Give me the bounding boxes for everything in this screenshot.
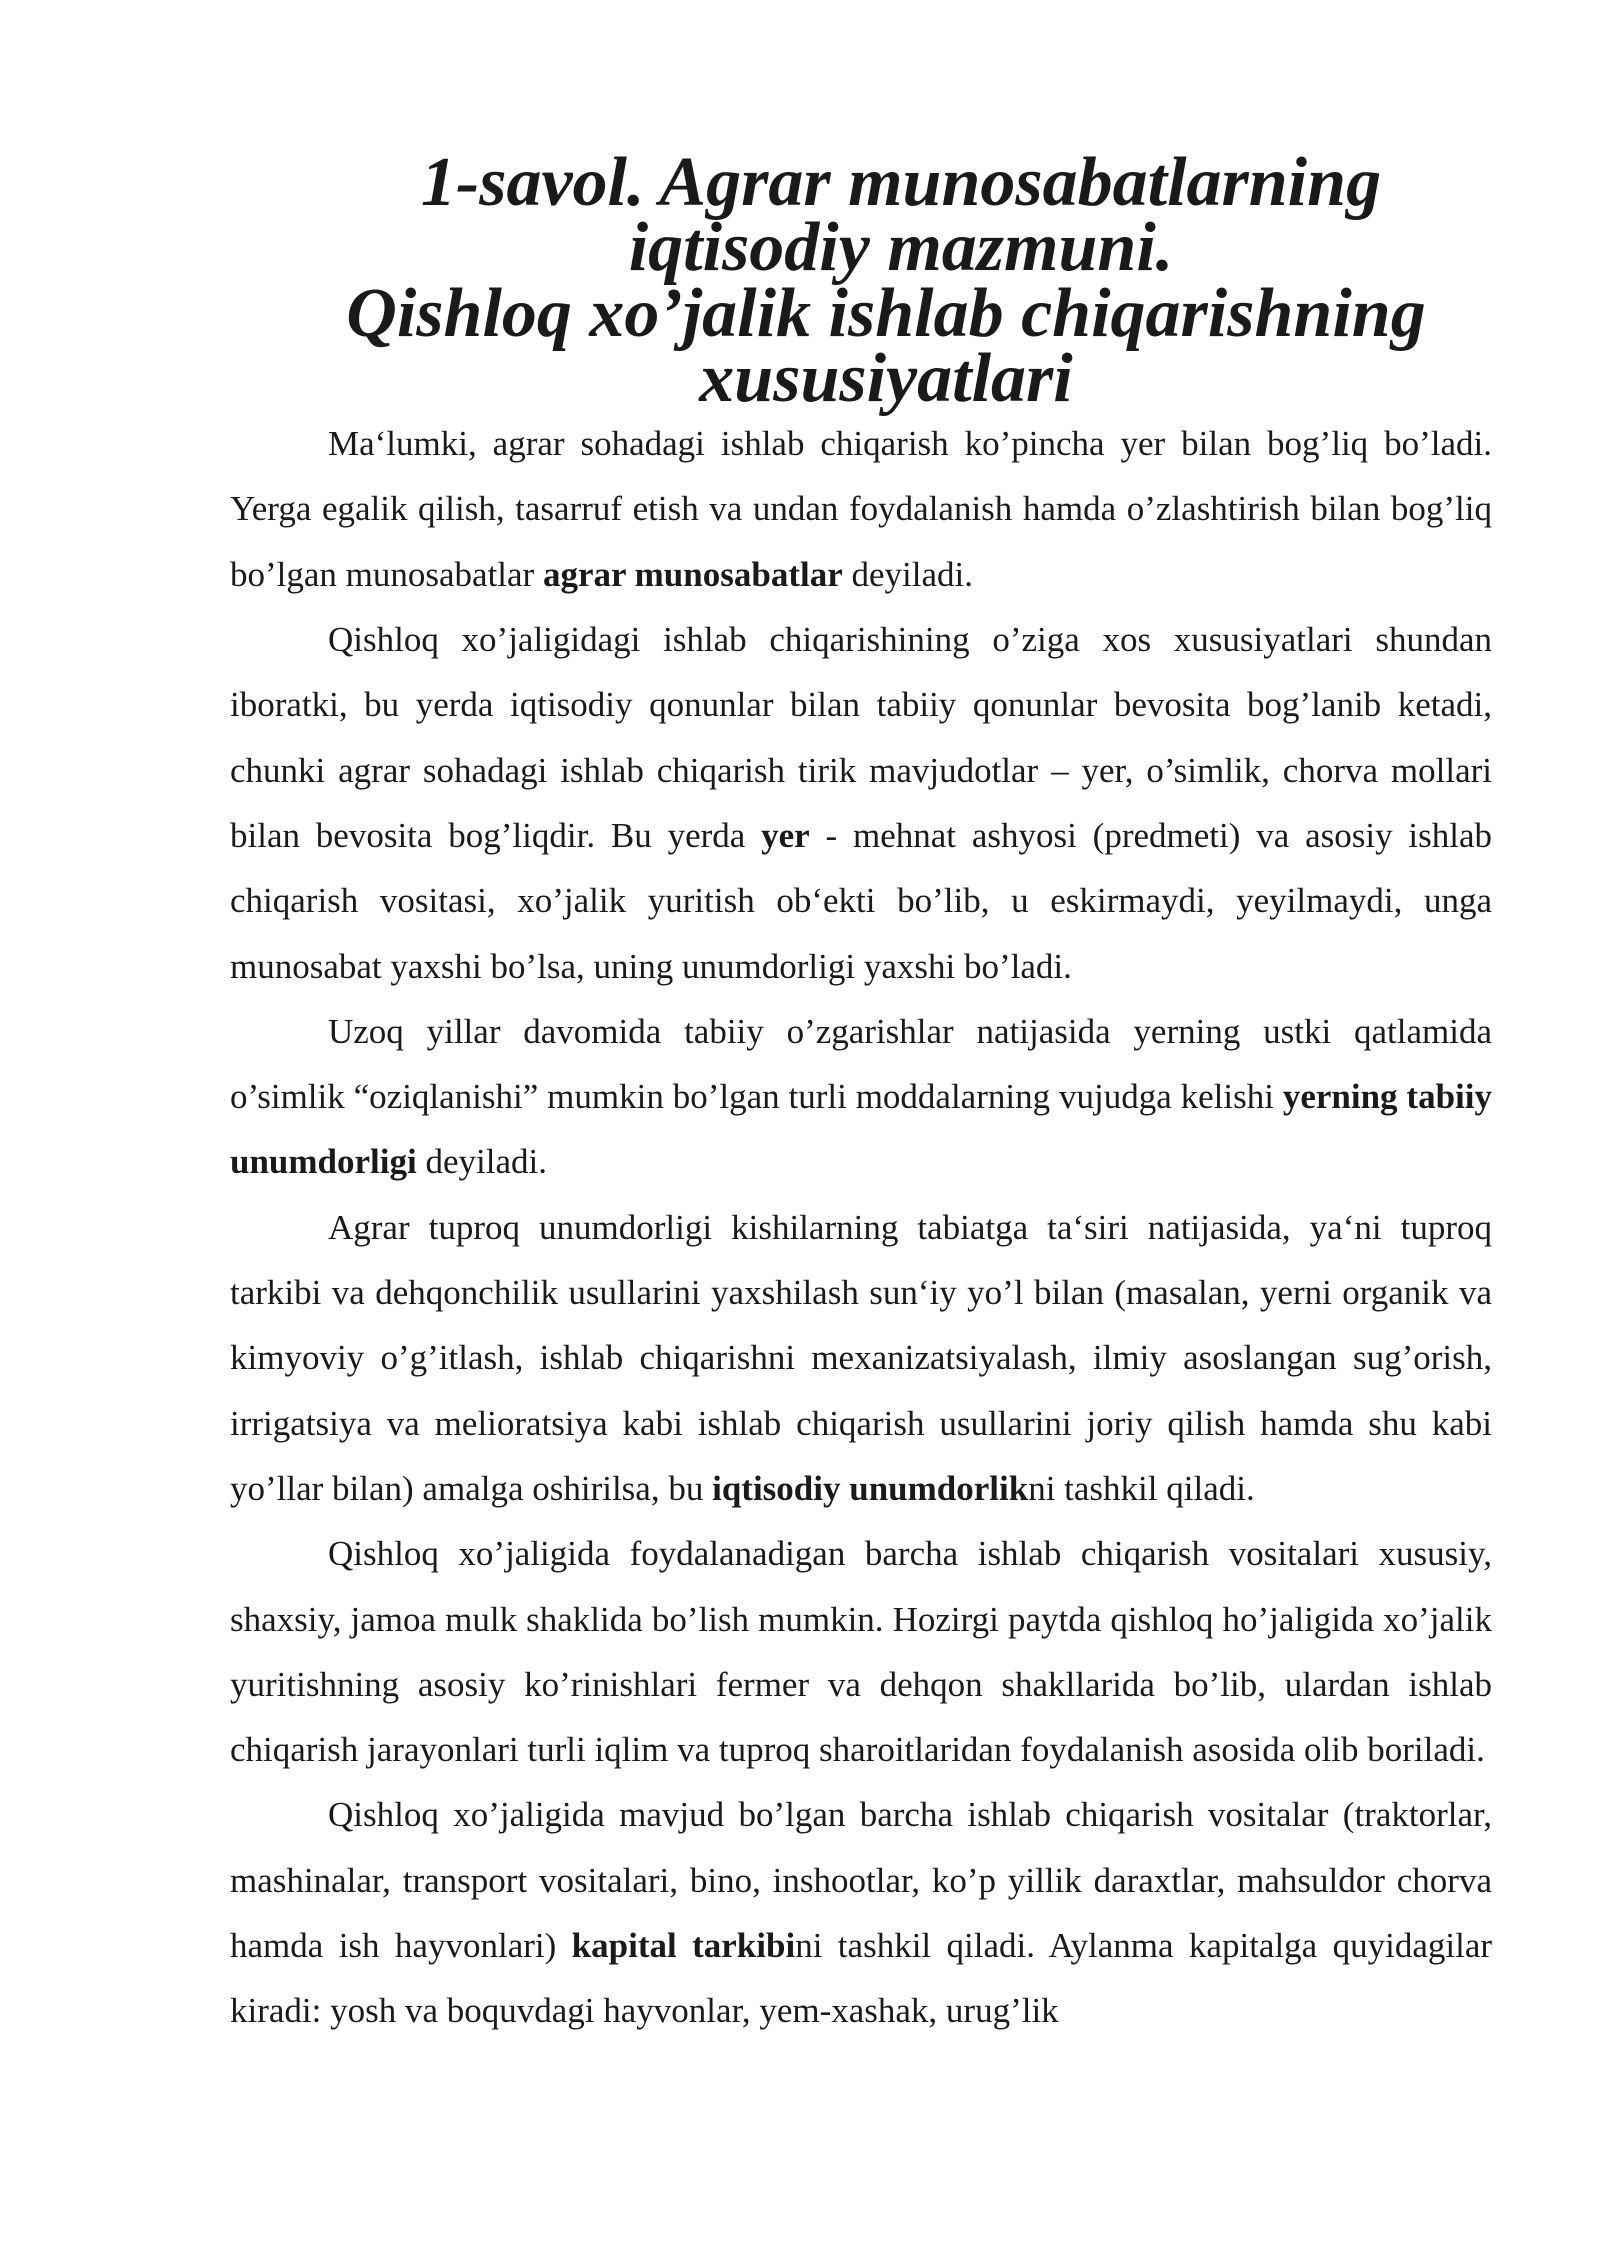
paragraph-text: ni tashkil qiladi. Aylanma kapitalga quyidagilar kiradi: yosh va boquvdagi hayvonlar, yem-xashak, urug’lik <box>230 1926 1493 2031</box>
paragraph-text: ni tashkil qiladi. <box>1028 1468 1255 1508</box>
heading-title: 1-savol. Agrar munosabatlarning iqtisodiy mazmuni. <box>420 144 1382 287</box>
paragraph-text: Qishloq xo’jaligida mavjud bo’lgan barcha ishlab chiqarish vositalar (traktorlar, mashinalar, transport vositalari, bino, inshootlar, ko’p yillik daraxtlar, mahsuldor chorva hamda ish hayvonlari) <box>230 1795 1492 1966</box>
bold-term: kapital tarkibi <box>571 1926 796 1966</box>
paragraph-text: deyiladi. <box>842 554 973 594</box>
paragraph-text: deyiladi. <box>416 1142 547 1182</box>
document-page <box>230 144 1493 2044</box>
paragraph-tabiiy-unumdorlik <box>230 999 1492 1195</box>
bold-term: yer <box>761 815 810 855</box>
document-heading <box>230 144 1492 417</box>
paragraph-text: Qishloq xo’jaligidagi ishlab chiqarishining o’ziga xos xususiyatlari shundan iboratki, bu yerda iqtisodiy qonunlar bilan tabiiy qonunlar bevosita bog’lanib ketadi, chunki agrar sohadagi ishlab chiqarish tirik mavjudotlar – yer, o’simlik, chorva mollari bilan bevosita bog’liqdir. Bu yerda <box>230 620 1492 855</box>
heading-subtitle: Qishloq xo’jalik ishlab chiqarishning xususiyatlari <box>346 274 1426 417</box>
paragraph-text: Ma‘lumki, agrar sohadagi ishlab chiqarish ko’pincha yer bilan bog’liq bo’ladi. Yerga egalik qilish, tasarruf etish va undan foydalanish hamda o’zlashtirish bilan bog’liq bo’lgan munosabatlar <box>230 424 1492 594</box>
bold-term: iqtisodiy unumdorlik <box>712 1468 1029 1508</box>
paragraph-text: Agrar tuproq unumdorligi kishilarning tabiatga ta‘siri natijasida, ya‘ni tuproq tarkibi va dehqonchilik usullarini yaxshilash sun‘iy yo’l bilan (masalan, yerni organik va kimyoviy o’g’itlash, ishlab chiqarishni mexanizatsiyalash, ilmiy asoslangan sug’orish, irrigatsiya va melioratsiya kabi ishlab chiqarish usullarini joriy qilish hamda shu kabi yo’llar bilan) amalga oshirilsa, bu <box>230 1207 1492 1508</box>
bold-term: agrar munosabatlar <box>542 554 843 594</box>
paragraph-text: - mehnat ashyosi (predmeti) va asosiy ishlab chiqarish vositasi, xo’jalik yuritish ob‘ekti bo’lib, u eskirmaydi, yeyilmaydi, unga munosabat yaxshi bo’lsa, uning unumdorligi yaxshi bo’ladi. <box>230 815 1492 986</box>
paragraph-iqtisodiy-unumdorlik <box>230 1195 1492 1521</box>
paragraph-xususiyatlar <box>230 607 1492 999</box>
paragraph-kapital-tarkibi <box>230 1782 1492 2043</box>
paragraph-text: Uzoq yillar davomida tabiiy o’zgarishlar natijasida yerning ustki qatlamida o’simlik “oziqlanishi” mumkin bo’lgan turli moddalarning vujudga kelishi <box>230 1011 1492 1117</box>
paragraph-agrar-munosabatlar <box>230 411 1492 607</box>
paragraph-mulk-shakllari <box>230 1521 1492 1782</box>
paragraph-text: Qishloq xo’jaligida foydalanadigan barcha ishlab chiqarish vositalari xususiy, shaxsiy, jamoa mulk shaklida bo’lish mumkin. Hozirgi paytda qishloq ho’jaligida xo’jalik yuritishning asosiy ko’rinishlari fermer va dehqon shakllarida bo’lib, ulardan ishlab chiqarish jarayonlari turli iqlim va tuproq sharoitlaridan foydalanish asosida olib boriladi. <box>230 1534 1492 1770</box>
bold-term: yerning tabiiy unumdorligi <box>230 1077 1492 1182</box>
